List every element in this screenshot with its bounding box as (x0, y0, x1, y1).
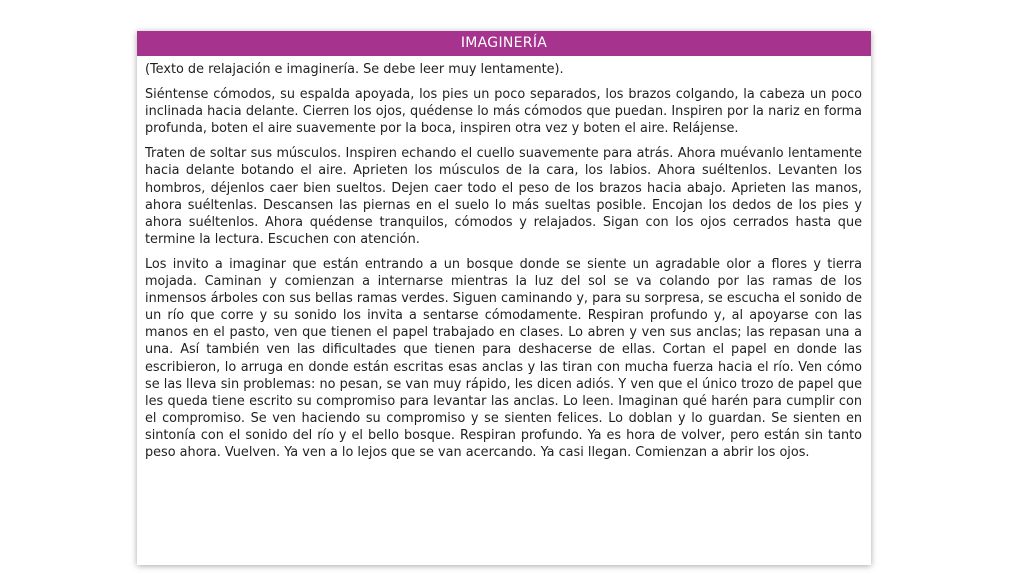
card-body (137, 56, 871, 461)
paragraph-muscles: Traten de soltar sus músculos. Inspiren echando el cuello suavemente para atrás. Ahora muévanlo lentamente hacia delante botando el aire. Aprieten los músculos de la cara, los labios. Ahora suéltenlos. Levanten los hombros, déjenlos caer bien sueltos. Dejen caer todo el peso de los brazos hacia abajo. Aprieten las manos, ahora suéltenlas. Descansen las piernas en el suelo lo más sueltas posible. Encojan los dedos de los pies y ahora suéltenlos. Ahora quédense tranquilos, cómodos y relajados. Sigan con los ojos cerrados hasta que termine la lectura. Escuchen con atención. (145, 146, 862, 247)
card-title: IMAGINERÍA (137, 31, 871, 56)
paragraph-posture: Siéntense cómodos, su espalda apoyada, los pies un poco separados, los brazos colgando, la cabeza un poco inclinada hacia delante. Cierren los ojos, quédense lo más cómodos que puedan. Inspiren por la nariz en forma profunda, boten el aire suavemente por la boca, inspiren otra vez y boten el aire. Relájense. (145, 87, 862, 137)
intro-note: (Texto de relajación e imaginería. Se debe leer muy lentamente). (145, 62, 564, 77)
paragraph-forest: Los invito a imaginar que están entrando a un bosque donde se siente un agradable olor a flores y tierra mojada. Caminan y comienzan a internarse mientras la luz del sol se va colando por las ramas de los inmensos árboles con sus bellas ramas verdes. Siguen caminando y, para su sorpresa, se escucha el sonido de un río que corre y su sonido los invita a sentarse cómodamente. Respiran profundo y, al apoyarse con las manos en el pasto, ven que tienen el papel trabajado en clases. Lo abren y ven sus anclas; las repasan una a una. Así también ven las dificultades que tienen para deshacerse de ellas. Cortan el papel en donde las escribieron, lo arruga en donde están escritas esas anclas y las tiran con mucha fuerza hacia el río. Ven cómo se las lleva sin problemas: no pesan, se van muy rápido, les dicen adiós. Y ven que el único trozo de papel que les queda tiene escrito su compromiso para levantar las anclas. Lo leen. Imaginan qué harén para cumplir con el compromiso. Se ven haciendo su compromiso y se sienten felices. Lo doblan y lo guardan. Se sienten en sintonía con el sonido del río y el bello bosque. Respiran profundo. Ya es hora de volver, pero están sin tanto peso ahora. Vuelven. Ya ven a lo lejos que se van acercando. Ya casi llegan. Comienzan a abrir los ojos. (145, 256, 862, 460)
relaxation-text-card (137, 31, 871, 565)
